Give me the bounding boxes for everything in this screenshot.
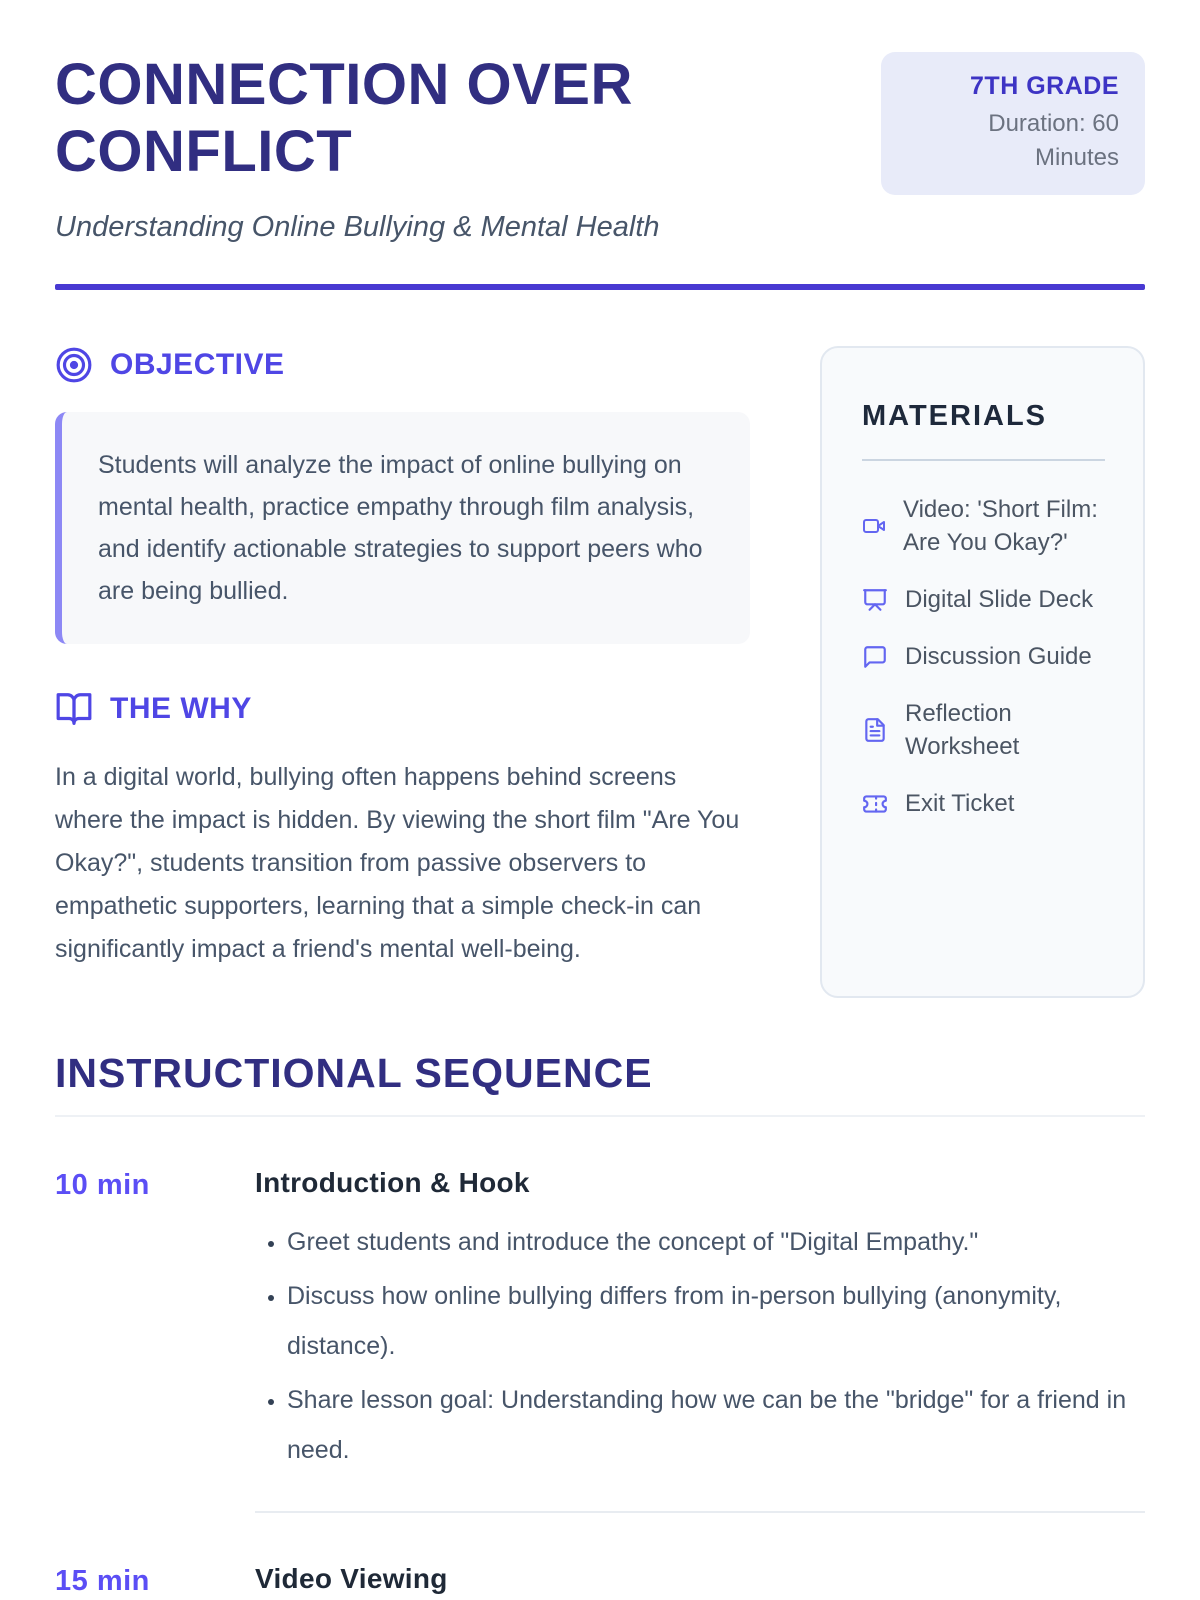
material-item-slide-deck (862, 583, 1105, 616)
materials-list (862, 493, 1105, 820)
grade-duration-badge (881, 52, 1145, 195)
step-bullet-list (255, 1217, 1145, 1475)
material-label: Video: 'Short Film: Are You Okay?' (903, 496, 1098, 557)
why-text: In a digital world, bullying often happens behind screens where the impact is hidden. By viewing the short film "Are You Okay?", students transition from passive observers to empathetic supporters, learning that a simple check-in can significantly impact a friend's mental well-being. (55, 763, 740, 964)
page-subtitle: Understanding Online Bullying & Mental Health (55, 211, 660, 244)
step-bullet: • Discuss how online bullying differs from in-person bullying (anonymity, distance). (287, 1271, 1145, 1371)
video-camera-icon (862, 514, 886, 538)
materials-divider (862, 459, 1105, 461)
sequence-heading: INSTRUCTIONAL SEQUENCE (55, 1050, 653, 1097)
title-block (55, 52, 855, 244)
header (55, 52, 1145, 244)
objective-callout (55, 412, 750, 644)
step-title: Introduction & Hook (255, 1167, 530, 1199)
target-icon (55, 346, 93, 384)
materials-heading: MATERIALS (862, 400, 1048, 433)
open-book-icon (55, 690, 93, 728)
material-label: Discussion Guide (905, 643, 1092, 671)
objective-heading-label: OBJECTIVE (110, 348, 285, 382)
presentation-screen-icon (862, 587, 888, 613)
duration-label: Duration: 60 Minutes (988, 110, 1119, 171)
material-label: Digital Slide Deck (905, 586, 1094, 614)
step-body (255, 1563, 1145, 1598)
material-label: Reflection Worksheet (905, 700, 1020, 761)
material-item-discussion-guide (862, 640, 1105, 673)
materials-panel (820, 346, 1145, 998)
material-item-video (862, 493, 1105, 559)
speech-bubble-icon (862, 644, 888, 670)
why-heading (55, 690, 750, 728)
objective-section (55, 346, 750, 644)
step-body (255, 1167, 1145, 1479)
header-divider (55, 284, 1145, 290)
ticket-icon (862, 791, 888, 817)
page-title: CONNECTION OVER CONFLICT (55, 52, 633, 184)
sequence-step-1 (55, 1117, 1145, 1479)
material-item-worksheet (862, 697, 1105, 763)
material-label: Exit Ticket (905, 790, 1015, 818)
step-title: Video Viewing (255, 1563, 448, 1595)
left-column (55, 346, 750, 971)
step-bullet: • Greet students and introduce the concept of "Digital Empathy." (287, 1217, 1145, 1267)
instructional-sequence-section (55, 1050, 1145, 1598)
objective-text: Students will analyze the impact of online bullying on mental health, practice empathy through film analysis, and identify actionable strategies to support peers who are being bullied. (98, 451, 703, 606)
step-duration: 10 min (55, 1169, 150, 1202)
main-content (55, 346, 1145, 998)
objective-heading (55, 346, 750, 384)
step-duration: 15 min (55, 1565, 150, 1598)
document-icon (862, 717, 888, 743)
material-item-exit-ticket (862, 787, 1105, 820)
why-heading-label: THE WHY (110, 692, 252, 726)
sequence-step-2 (55, 1513, 1145, 1598)
grade-label: 7TH GRADE (970, 72, 1119, 100)
step-bullet: • Share lesson goal: Understanding how we can be the "bridge" for a friend in need. (287, 1375, 1145, 1475)
why-section (55, 690, 750, 971)
